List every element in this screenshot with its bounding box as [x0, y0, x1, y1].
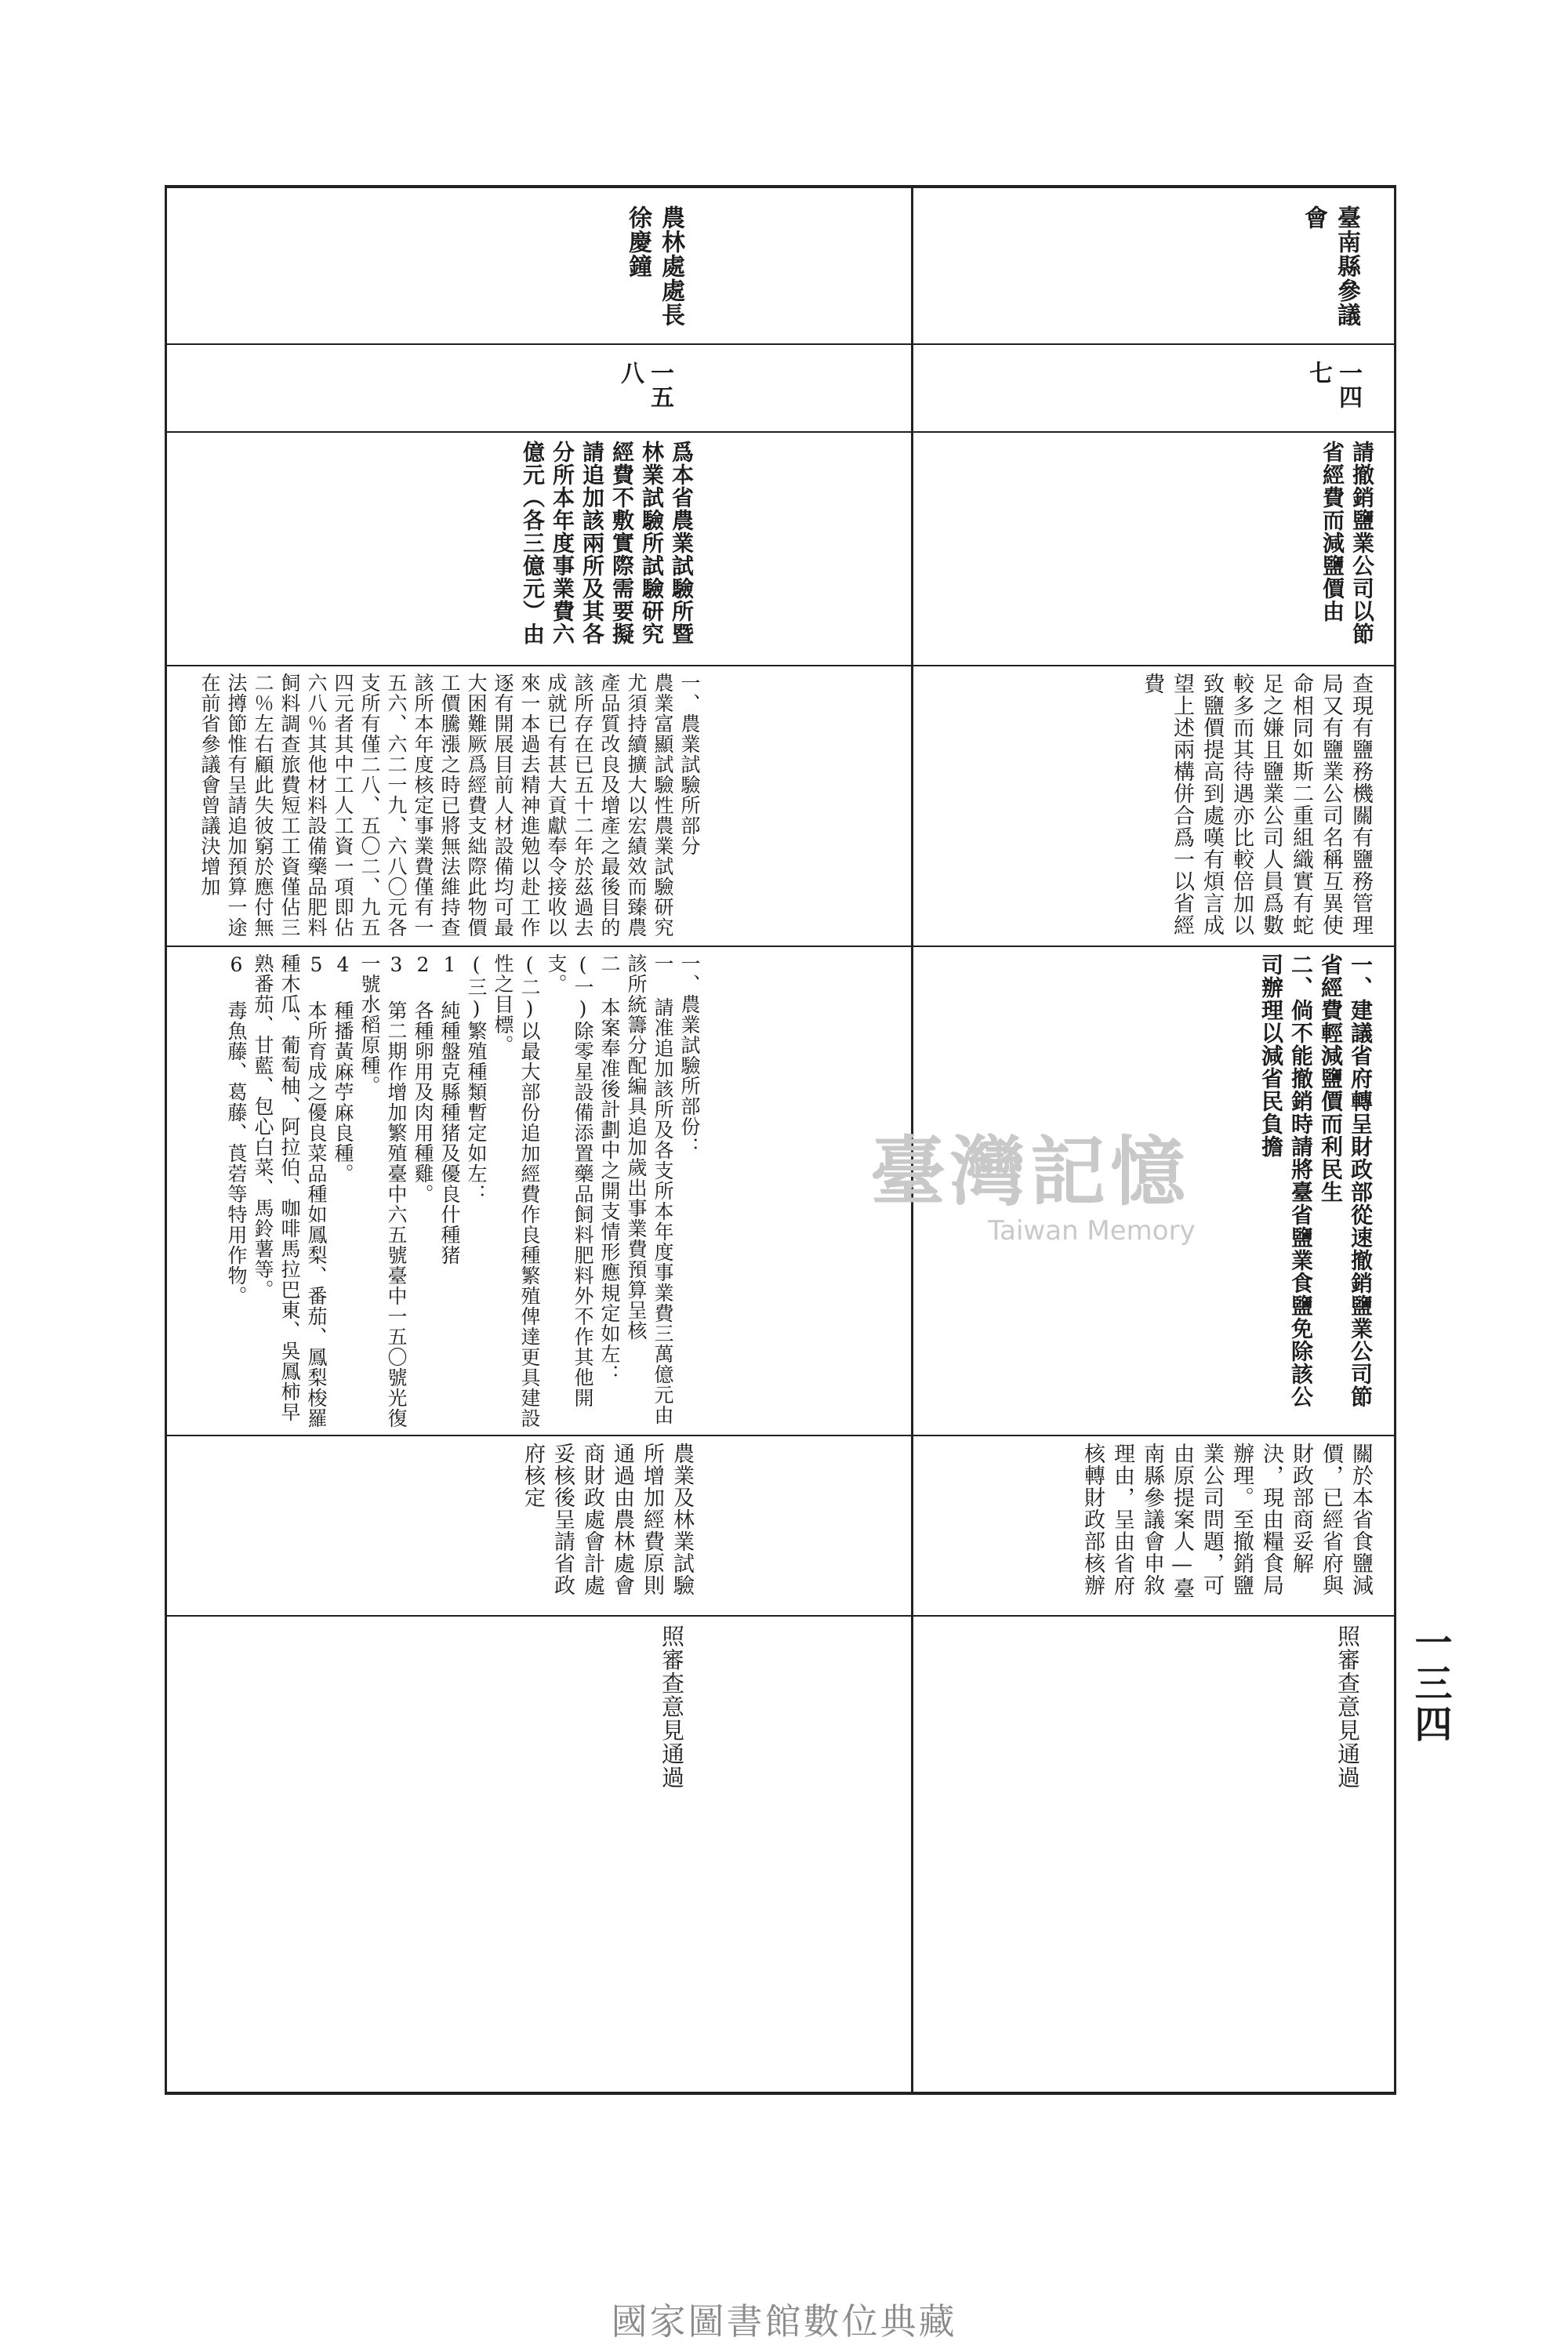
row2-proposer: 農林處處長徐慶鐘: [624, 205, 684, 327]
row2-review: 農業及林業試驗所增加經費原則通過由農林處會商財政處會計處妥核後呈請省政府核定: [521, 1443, 694, 1596]
row1-proposer: 臺南縣參議會: [1300, 205, 1360, 327]
col-sep-6: [165, 1615, 1396, 1617]
row1-case: 請撤銷鹽業公司以節省經費而減鹽價由: [1319, 441, 1375, 645]
top-rule: [165, 185, 1396, 188]
watermark-chinese: 臺灣記憶: [870, 1127, 1190, 1216]
archive-footer: 國家圖書館數位典藏: [611, 2300, 957, 2343]
row2-measures: 一、農業試驗所部份： 一 請准追加該所及各支所本年度事業費三萬億元由該所統籌分配編具追加歲出事業費預算呈核 二 本案奉准後計劃中之開支情形應規定如左： (一)除零星設備添置藥品飼料肥料外不作其他開支。 (二)以最大部份追加經費作良種繁殖俾達更具建設性之目標。 (三)繁殖種類暫定如左： 1 純種盤克縣種猪及優良什種猪 2 各種卵用及肉用種雞。 3 第二期作增加繁殖臺中六五號臺中一五〇號光復一號水稻原種。 4 種播黃麻苧麻良種。 5 本所育成之優良菜品種如鳳梨、番茄、鳳梨梭羅種木瓜、葡萄柚、阿拉伯、咖啡馬拉巴東、吳鳳柿早熟番茄、甘藍、包心白菜、馬鈴薯等。 6 毒魚藤、葛藤、莨菪等特用作物。: [225, 953, 701, 1428]
row1-decision: 照審查意見通過: [1334, 1624, 1361, 1789]
row2-case: 爲本省農業試驗所暨林業試驗所試驗研究經費不敷實際需要擬請追加該兩所及其各分所本年度事業費六億元（各三億元）由: [520, 441, 695, 645]
left-border: [165, 185, 167, 2095]
col-sep-3: [165, 665, 1396, 666]
row1-measures: 一、建議省府轉呈財政部從速撤銷鹽業公司節省經費輕減鹽價而利民生 二、倘不能撤銷時請將臺省鹽業食鹽免除該公司辦理以減省民負擔: [1258, 953, 1374, 1408]
col-sep-2: [165, 431, 1396, 433]
watermark: [870, 1129, 1356, 1247]
col-sep-1: [165, 343, 1396, 345]
watermark-english: Taiwan Memory: [988, 1215, 1196, 1247]
row2-decision: 照審查意見通過: [659, 1624, 685, 1789]
page-number: 一三四: [1408, 1623, 1452, 1745]
right-border: [1394, 185, 1396, 2095]
row2-reasons: 一、農業試驗所部分 農業富顯試驗性農業試驗研究尤須持續擴大以宏績效而臻農產品質改良及增產之最後目的該所存在已五十二年於茲過去成就已有甚大貢獻奉令接收以來一本過去精神進勉以赴工作逐有開展目前人材設備均可最大困難厥爲經費支絀際此物價工價騰漲之時已將無法維持查該所本年度核定事業費僅有一五六、六二一九、六八〇元各支所有僅二八、五〇二、九五四元者其中工人工資一項即佔六八％其他材料設備藥品肥料飼料調查旅費短工工資僅佔三二％左右顧此失彼窮於應付無法撙節惟有呈請追加預算一途在前省參議會曾議決增加: [198, 673, 701, 938]
bottom-rule: [165, 2092, 1396, 2095]
row1-reasons: 查現有鹽務機關有鹽務管理局又有鹽業公司名稱互異使命相同如斯二重組織實有蛇足之嫌且鹽業公司人員爲數較多而其待遇亦比較倍加以致鹽價提高到處嘆有煩言成望上述兩構併合爲一以省經費: [1140, 673, 1373, 936]
col-sep-5: [165, 1435, 1396, 1436]
row2-number: 一五八: [616, 361, 673, 409]
row1-number: 一四七: [1305, 361, 1362, 409]
row1-review: 關於本省食鹽減價，已經省府與財政部商妥解決，現由糧食局辦理。至撤銷鹽業公司問題，可由原提案人—臺南縣參議會申敘理由，呈由省府核轉財政部核辦: [1080, 1443, 1373, 1599]
col-sep-4: [165, 946, 1396, 947]
